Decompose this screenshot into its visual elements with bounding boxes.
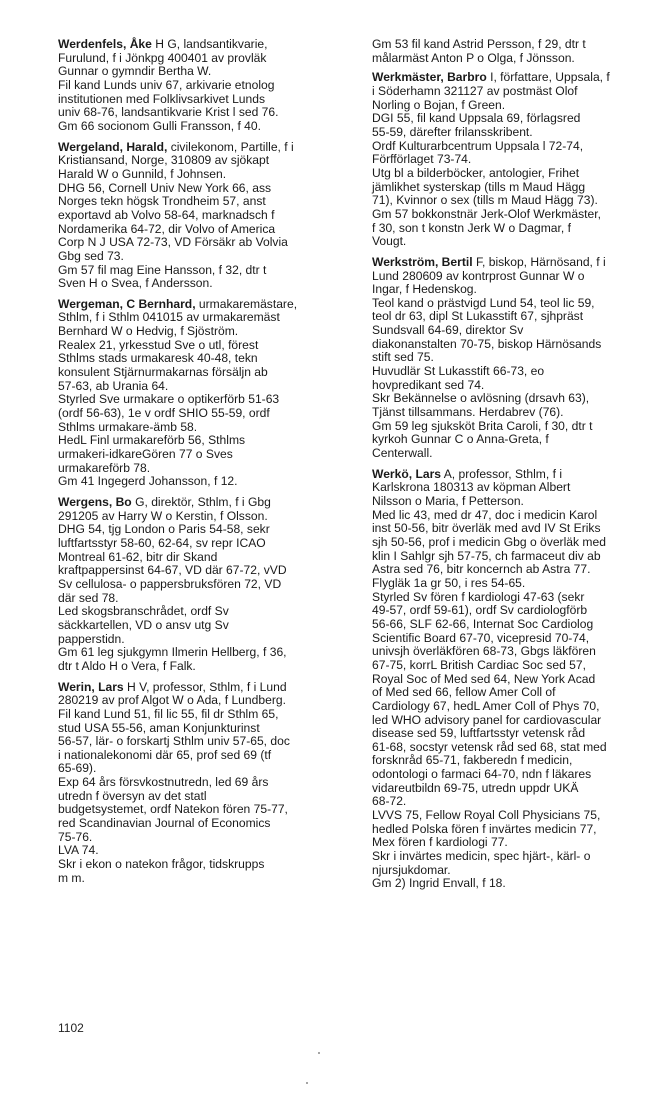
entry-line: Sv cellulosa- o pappersbruksfören 72, VD bbox=[58, 576, 282, 591]
entry-line: Kristiansand, Norge, 310809 av sjökapt bbox=[58, 153, 270, 168]
entry-werdenfels bbox=[58, 38, 356, 134]
entry-line: disease sed 59, luftfartsstyr vetensk råd bbox=[372, 726, 586, 741]
entry-line: kraftpappersinst 64-67, VD där 67-72, vVD bbox=[58, 563, 287, 578]
entry-line: teol dr 63, dipl St Lukasstift 67, sjhpräst bbox=[372, 309, 584, 324]
entry-line: 65-69). bbox=[58, 761, 97, 776]
entry-line: Nordamerika 64-72, dir Volvo of America bbox=[58, 221, 276, 236]
entry-line: Royal Soc of Med sed 64, New York Acad bbox=[372, 671, 596, 686]
entry-name: Werkström, Bertil bbox=[372, 254, 473, 269]
entry-line: jämlikhet systerskap (tills m Maud Hägg bbox=[372, 179, 586, 194]
entry-line: Gbg sed 73. bbox=[58, 248, 124, 263]
entry-line: Fil kand Lunds univ 67, arkivarie etnolog bbox=[58, 77, 275, 92]
entry-line: Sthlms stads urmakaresk 40-48, tekn bbox=[58, 351, 258, 366]
entry-werin bbox=[58, 681, 356, 886]
entry-line: Huvudlär St Lukasstift 66-73, eo bbox=[372, 364, 545, 379]
entry-line: Nilsson o Maria, f Petterson. bbox=[372, 494, 524, 508]
entry-line: Montreal 61-62, bitr dir Skand bbox=[58, 549, 218, 564]
entry-line: Gm 53 fil kand Astrid Persson, f 29, dtr t bbox=[372, 37, 586, 51]
entry-wergeland bbox=[58, 141, 356, 291]
entry-line: Gm 41 Ingegerd Johansson, f 12. bbox=[58, 474, 238, 489]
entry-line: i Söderhamn 321127 av postmäst Olof bbox=[372, 83, 578, 98]
entry-line bbox=[372, 468, 668, 482]
entry-line: stud USA 55-56, aman Konjunkturinst bbox=[58, 720, 260, 735]
entry-line: institutionen med Folklivsarkivet Lunds bbox=[58, 91, 266, 106]
entry-line: Sthlm, f i Sthlm 041015 av urmakaremäst bbox=[58, 310, 280, 325]
entry-line: Corp N J USA 72-73, VD Försäkr ab Volvia bbox=[58, 235, 288, 250]
entry-line bbox=[372, 256, 668, 270]
entry-line bbox=[58, 681, 356, 695]
entry-wergens bbox=[58, 496, 356, 674]
entry-line: Mex fören f kardiologi 77. bbox=[372, 835, 508, 850]
entry-line: inst 50-56, bitr överläk med avd IV St Eriks bbox=[372, 521, 601, 536]
entry-text: G, direktör, Sthlm, f i Gbg bbox=[131, 495, 271, 509]
entry-line: Sundsvall 64-69, direktor Sv bbox=[372, 323, 524, 338]
entry-line: Teol kand o prästvigd Lund 54, teol lic 59, bbox=[372, 295, 595, 310]
entry-line: Gm 2) Ingrid Envall, f 18. bbox=[372, 876, 506, 891]
entry-line: Sthlms urmakare-ämb 58. bbox=[58, 419, 198, 434]
left-column bbox=[58, 38, 356, 892]
entry-text: H V, professor, Sthlm, f i Lund bbox=[123, 679, 287, 694]
entry-line: där sed 78. bbox=[58, 590, 119, 605]
entry-line: luftfartsstyr 58-60, 62-64, sv repr ICAO bbox=[58, 535, 266, 550]
entry-werkstrom bbox=[372, 256, 668, 461]
entry-line: Lund 280609 av kontrprost Gunnar W o bbox=[372, 268, 585, 283]
entry-line: Utg bl a bilderböcker, antologier, Frihet bbox=[372, 165, 580, 180]
entry-werin-cont bbox=[372, 38, 668, 65]
entry-line: diakonanstalten 70-75, biskop Härnösands bbox=[372, 336, 602, 351]
entry-line bbox=[58, 496, 356, 510]
entry-name: Wergeman, bbox=[58, 296, 123, 311]
entry-line bbox=[58, 298, 356, 312]
entry-line: odontologi o farmaci 64-70, ndn f läkares bbox=[372, 767, 592, 782]
entry-name-secondary: C Bernhard, bbox=[126, 296, 196, 311]
entry-line: DGI 55, fil kand Uppsala 69, förlagsred bbox=[372, 111, 581, 126]
entry-werko bbox=[372, 468, 668, 891]
entry-line: urmakareförb 78. bbox=[58, 460, 151, 475]
entry-line: univ 68-76, landsantikvarie Krist l sed 76. bbox=[58, 105, 279, 120]
entry-line: stift sed 75. bbox=[372, 350, 434, 365]
entry-line: Styrled Sve urmakare o optikerförb 51-63 bbox=[58, 392, 280, 407]
entry-line: Scientific Board 67-70, vicepresid 70-74, bbox=[372, 630, 590, 645]
entry-line: 291205 av Harry W o Kerstin, f Olsson. bbox=[58, 508, 268, 523]
entry-line: vidareutbildn 69-75, utredn uppdr UKÄ bbox=[372, 780, 579, 795]
entry-line: i nationalekonomi där 65, prof sed 69 (tf bbox=[58, 747, 272, 762]
entry-line: kyrkoh Gunnar C o Anna-Greta, f bbox=[372, 432, 549, 447]
entry-line: 56-66, SLF 62-66, Internat Soc Cardiolog bbox=[372, 616, 594, 631]
entry-line: dtr t Aldo H o Vera, f Falk. bbox=[58, 658, 196, 673]
entry-line: Vougt. bbox=[372, 234, 407, 249]
entry-text: urmakaremästare, bbox=[195, 296, 298, 311]
entry-line: 56-57, lär- o forskartj Sthlm univ 57-65, doc bbox=[58, 734, 290, 749]
entry-text: A, professor, Sthlm, f i bbox=[441, 466, 562, 481]
entry-line: urmakeri-idkareGören 77 o Sves bbox=[58, 447, 233, 462]
entry-line: LVA 74. bbox=[58, 843, 99, 858]
entry-line: Exp 64 års försvkostnutredn, led 69 års bbox=[58, 775, 269, 790]
entry-line: 57-63, ab Urania 64. bbox=[58, 378, 169, 393]
entry-text: civilekonom, Partille, f i bbox=[167, 139, 294, 154]
entry-line: exportavd ab Volvo 58-64, marknadsch f bbox=[58, 207, 275, 222]
entry-line: Fil kand Lund 51, fil lic 55, fil dr Sthlm 65, bbox=[58, 706, 279, 721]
entry-line: Led skogsbranschrådet, ordf Sv bbox=[58, 604, 229, 619]
entry-line: LVVS 75, Fellow Royal Coll Physicians 75, bbox=[372, 808, 601, 823]
entry-line: Cardiology 67, hedL Amer Coll of Phys 70, bbox=[372, 698, 600, 713]
entry-line: utredn f översyn av det statl bbox=[58, 788, 207, 803]
entry-line: Med lic 43, med dr 47, doc i medicin Karol bbox=[372, 507, 598, 522]
entry-line: Norges tekn högsk Trondheim 57, anst bbox=[58, 194, 266, 209]
entry-line bbox=[58, 38, 356, 52]
entry-line: konsulent Stjärnurmakarnas försäljn ab bbox=[58, 365, 268, 380]
entry-name: Werkmäster, Barbro bbox=[372, 70, 487, 85]
entry-line: DHG 54, tjg London o Paris 54-58, sekr bbox=[58, 522, 270, 537]
entry-line: 75-76. bbox=[58, 829, 93, 844]
entry-line: (ordf 56-63), 1e v ordf SHIO 55-59, ordf bbox=[58, 406, 270, 421]
entry-line: njursjukdomar. bbox=[372, 862, 451, 877]
entry-line: Gm 57 fil mag Eine Hansson, f 32, dtr t bbox=[58, 262, 267, 277]
entry-line: Harald W o Gunnild, f Johnsen. bbox=[58, 166, 227, 181]
entry-text: H G, landsantikvarie, bbox=[151, 37, 268, 51]
entry-line: Förfförlaget 73-74. bbox=[372, 152, 472, 167]
entry-line: Styrled Sv fören f kardiologi 47-63 (sekr bbox=[372, 589, 585, 604]
entry-name: Werin, Lars bbox=[58, 679, 124, 694]
entry-line: målarmäst Anton P o Olga, f Jönsson. bbox=[372, 50, 575, 65]
entry-line: Norling o Bojan, f Green. bbox=[372, 97, 506, 112]
entry-name: Wergeland, Harald, bbox=[58, 139, 168, 154]
entry-wergeman bbox=[58, 298, 356, 489]
entry-line: 61-68, socstyr vetensk råd sed 68, stat med bbox=[372, 739, 607, 754]
entry-line: m m. bbox=[58, 870, 85, 885]
entry-line: Gunnar o gymndir Bertha W. bbox=[58, 64, 212, 79]
right-column bbox=[372, 38, 668, 898]
entry-line: 49-57, ordf 59-61), ordf Sv cardiologförb bbox=[372, 603, 588, 618]
entry-name: Wergens, Bo bbox=[58, 495, 132, 509]
entry-line: Sven H o Svea, f Andersson. bbox=[58, 276, 213, 291]
scan-speck bbox=[306, 1082, 308, 1084]
entry-line: klin I Sahlgr sjh 57-75, ch farmaceut div ab bbox=[372, 548, 601, 563]
entry-line: 55-59, därefter frilansskribent. bbox=[372, 124, 533, 139]
entry-line: Flygläk 1a gr 50, i res 54-65. bbox=[372, 575, 526, 590]
entry-name: Werdenfels, Åke bbox=[58, 37, 152, 51]
entry-line: sjh 50-56, prof i medicin Gbg o överläk med bbox=[372, 534, 606, 549]
entry-line: 67-75, korrL British Cardiac Soc sed 57, bbox=[372, 657, 586, 672]
entry-text: I, författare, Uppsala, f bbox=[486, 70, 610, 85]
entry-line bbox=[372, 71, 668, 85]
entry-line: hovpredikant sed 74. bbox=[372, 377, 485, 392]
entry-line: univsjh överläkfören 68-73, Gbgs läkfören bbox=[372, 644, 596, 659]
entry-line: papperstidn. bbox=[58, 631, 125, 646]
entry-line: 68-72. bbox=[372, 794, 407, 809]
entry-line: 71), Kvinnor o sex (tills m Maud Hägg 73). bbox=[372, 193, 598, 208]
entry-line: Gm 57 bokkonstnär Jerk-Olof Werkmäster, bbox=[372, 206, 601, 221]
entry-line: DHG 56, Cornell Univ New York 66, ass bbox=[58, 180, 272, 195]
page-number: 1102 bbox=[58, 1021, 84, 1035]
entry-line: Ingar, f Hedenskog. bbox=[372, 282, 477, 297]
entry-line: Furulund, f i Jönkpg 400401 av provläk bbox=[58, 50, 267, 65]
entry-line: forsknråd 65-71, fakberedn f medicin, bbox=[372, 753, 573, 768]
entry-line: of Med sed 66, fellow Amer Coll of bbox=[372, 685, 556, 700]
entry-line: Gm 66 socionom Gulli Fransson, f 40. bbox=[58, 118, 261, 133]
entry-line: hedled Polska fören f invärtes medicin 77, bbox=[372, 821, 597, 836]
entry-line: Skr Bekännelse o avlösning (drsavh 63), bbox=[372, 391, 590, 406]
entry-line: Tjänst tillsammans. Herdabrev (76). bbox=[372, 405, 564, 420]
entry-line: Bernhard W o Hedvig, f Sjöström. bbox=[58, 324, 239, 339]
entry-line: säckkartellen, VD o ansv utg Sv bbox=[58, 617, 229, 632]
entry-line: Centerwall. bbox=[372, 446, 433, 461]
entry-line: Karlskrona 180313 av köpman Albert bbox=[372, 480, 571, 495]
entry-line: 280219 av prof Algot W o Ada, f Lundberg. bbox=[58, 693, 286, 708]
entry-line: led WHO advisory panel for cardiovascular bbox=[372, 712, 602, 727]
entry-line: Astra sed 76, bitr koncernch ab Astra 77. bbox=[372, 562, 591, 577]
entry-line: Skr i ekon o natekon frågor, tidskrupps bbox=[58, 857, 265, 872]
entry-name: Werkö, Lars bbox=[372, 466, 442, 481]
entry-text: F, biskop, Härnösand, f i bbox=[472, 254, 606, 269]
entry-line: Gm 61 leg sjukgymn Ilmerin Hellberg, f 36, bbox=[58, 645, 287, 660]
entry-line: red Scandinavian Journal of Economics bbox=[58, 816, 271, 831]
entry-line: HedL Finl urmakareförb 56, Sthlms bbox=[58, 433, 246, 448]
entry-line: Skr i invärtes medicin, spec hjärt-, kärl- o bbox=[372, 849, 591, 864]
entry-line: Ordf Kulturarbcentrum Uppsala l 72-74, bbox=[372, 138, 584, 153]
entry-line: budgetsystemet, ordf Natekon fören 75-77, bbox=[58, 802, 288, 817]
entry-line: f 30, son t konstn Jerk W o Dagmar, f bbox=[372, 220, 571, 235]
entry-werkmaster bbox=[372, 71, 668, 249]
scan-speck bbox=[318, 1052, 320, 1054]
entry-line bbox=[58, 141, 356, 155]
entry-line: Realex 21, yrkesstud Sve o utl, förest bbox=[58, 337, 259, 352]
entry-line: Gm 59 leg sjuksköt Brita Caroli, f 30, dtr t bbox=[372, 418, 593, 433]
